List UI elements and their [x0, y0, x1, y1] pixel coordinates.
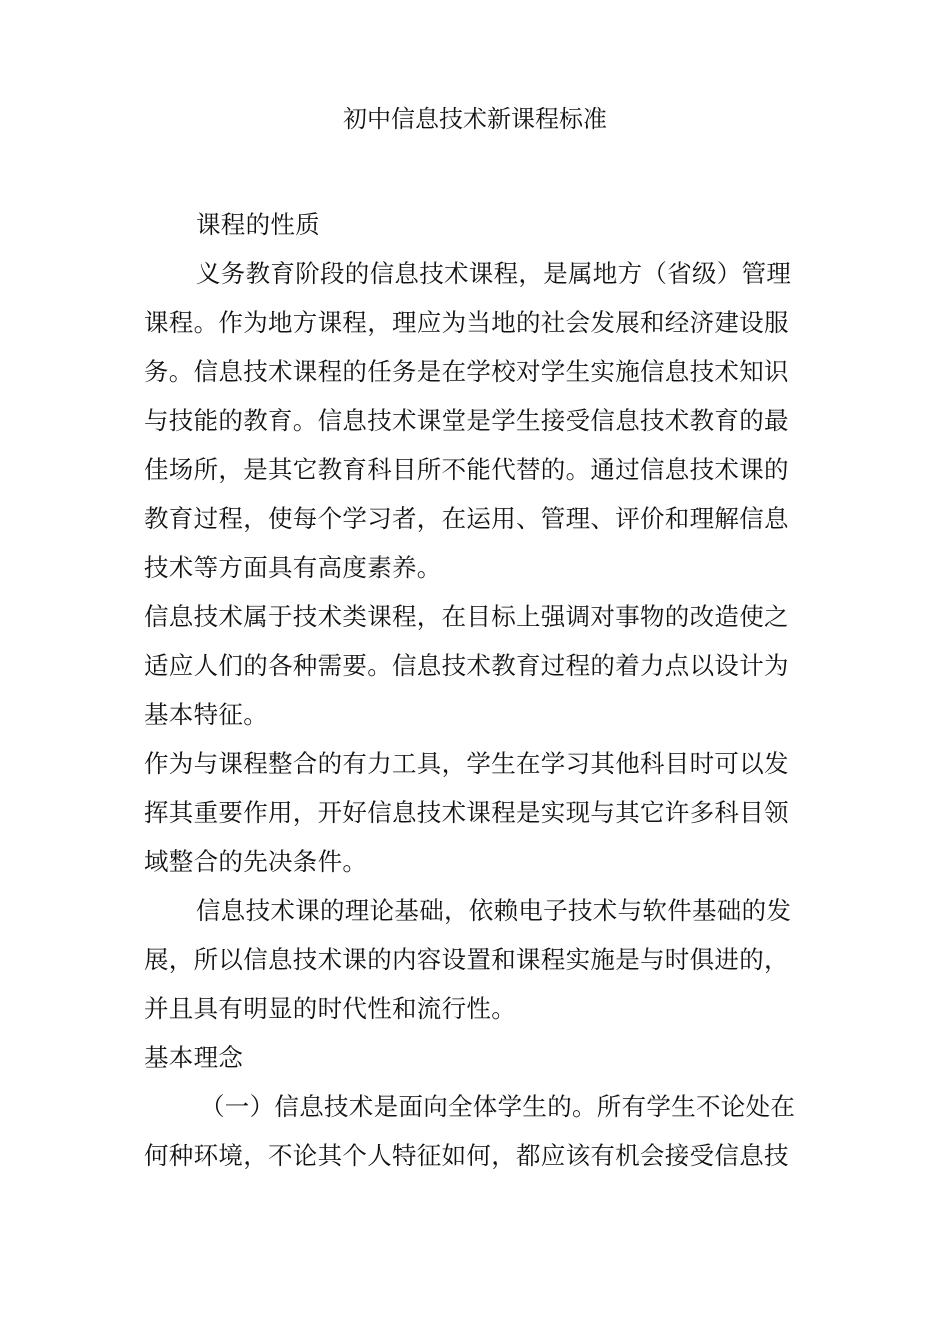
paragraph-line: 义务教育阶段的信息技术课程，是属地方（省级）管理: [196, 259, 792, 288]
section-heading: 课程的性质: [196, 210, 320, 239]
paragraph-line: 并且具有明显的时代性和流行性。: [144, 994, 516, 1023]
paragraph-line: 展，所以信息技术课的内容设置和课程实施是与时俱进的，: [144, 945, 789, 974]
paragraph-line: 信息技术课的理论基础，依赖电子技术与软件基础的发: [196, 896, 792, 925]
paragraph-line: 何种环境，不论其个人特征如何，都应该有机会接受信息技: [144, 1141, 789, 1170]
document-body: [144, 200, 810, 1180]
document-title: 初中信息技术新课程标准: [343, 105, 607, 133]
paragraph-line: 域整合的先决条件。: [144, 847, 368, 876]
paragraph-line: 适应人们的各种需要。信息技术教育过程的着力点以设计为: [144, 651, 789, 680]
section-heading: 基本理念: [144, 1043, 244, 1072]
paragraph-line: 课程。作为地方课程，理应为当地的社会发展和经济建设服: [144, 308, 789, 337]
paragraph-line: 佳场所，是其它教育科目所不能代替的。通过信息技术课的: [144, 455, 789, 484]
paragraph-line: 技术等方面具有高度素养。: [144, 553, 442, 582]
paragraph-line: （一）信息技术是面向全体学生的。所有学生不论处在: [200, 1092, 796, 1121]
paragraph-line: 务。信息技术课程的任务是在学校对学生实施信息技术知识: [144, 357, 789, 386]
paragraph-line: 挥其重要作用，开好信息技术课程是实现与其它许多科目领: [144, 798, 789, 827]
paragraph-line: 教育过程，使每个学习者，在运用、管理、评价和理解信息: [144, 504, 789, 533]
paragraph-line: 基本特征。: [144, 700, 268, 729]
paragraph-line: 作为与课程整合的有力工具，学生在学习其他科目时可以发: [144, 749, 789, 778]
paragraph-line: 与技能的教育。信息技术课堂是学生接受信息技术教育的最: [144, 406, 789, 435]
paragraph-line: 信息技术属于技术类课程，在目标上强调对事物的改造使之: [144, 602, 789, 631]
